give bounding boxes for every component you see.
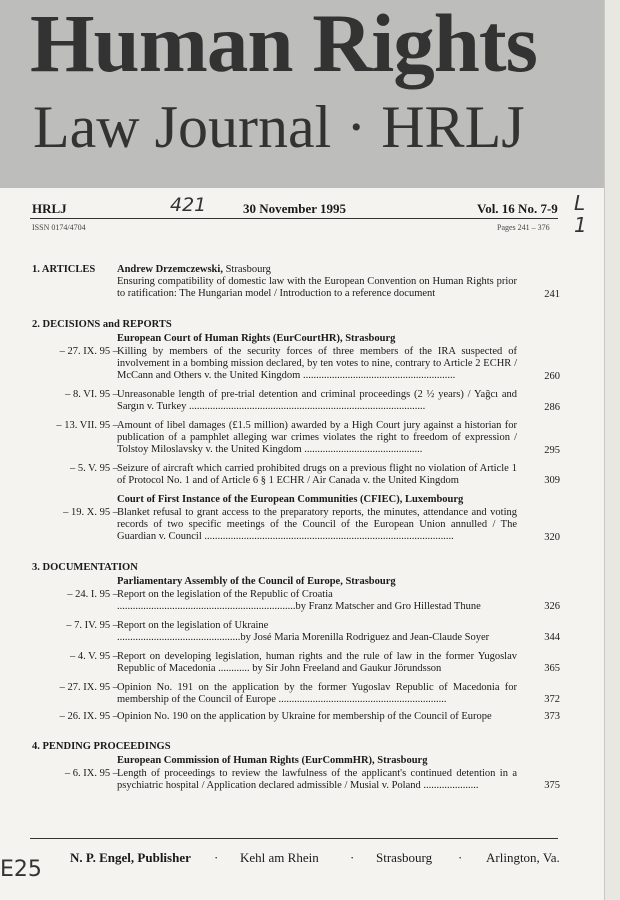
entry-date: – 4. V. 95 – bbox=[69, 651, 118, 662]
entry-date: – 5. V. 95 – bbox=[69, 463, 118, 474]
separator-dot: · bbox=[350, 850, 355, 865]
header-rule bbox=[30, 218, 558, 219]
entry-text: Unreasonable length of pre-trial detention and criminal proceedings (2 ½ years) / Yağcı and Sargın v. Turkey .......................................................................................... bbox=[117, 389, 517, 413]
page-number: 241 bbox=[544, 289, 560, 300]
entry-text: Seizure of aircraft which carried prohibited drugs on a previous flight no violation of Article 1 of Protocol No. 1 and of Article 6 § 1 ECHR / Air Canada v. the United Kingdom bbox=[117, 463, 517, 487]
page-number: 320 bbox=[544, 532, 560, 543]
page-number: 372 bbox=[544, 694, 560, 705]
section-heading-pending: 4. PENDING PROCEEDINGS bbox=[32, 741, 171, 752]
page-number: 286 bbox=[544, 402, 560, 413]
entry-date: – 27. IX. 95 – bbox=[59, 682, 118, 693]
page-number: 295 bbox=[544, 445, 560, 456]
volume-label: Vol. 16 No. 7-9 bbox=[477, 201, 558, 216]
entry-text: Length of proceedings to review the lawfulness of the applicant's continued detention in a psychiatric hospital / Application declared admissible / Musial v. Poland ..................... bbox=[117, 768, 517, 792]
city-strasbourg: Strasbourg bbox=[376, 850, 433, 865]
page-number: 260 bbox=[544, 371, 560, 382]
entry-text bbox=[117, 589, 517, 613]
section-heading-articles: 1. ARTICLES bbox=[32, 264, 96, 275]
section-heading-documentation: 3. DOCUMENTATION bbox=[32, 562, 138, 573]
article-author: Andrew Drzemczewski, bbox=[117, 264, 223, 275]
separator-dot: · bbox=[458, 850, 463, 865]
page-edge bbox=[604, 0, 620, 900]
entry-authors: ....................................................................by Franz Matscher and Gro Hillestad Thune bbox=[117, 601, 481, 613]
assembly-heading: Parliamentary Assembly of the Council of Europe, Strasbourg bbox=[117, 576, 396, 587]
commission-heading: European Commission of Human Rights (EurCommHR), Strasbourg bbox=[117, 755, 428, 766]
journal-abbrev: HRLJ bbox=[32, 201, 67, 216]
entry-date: – 8. VI. 95 – bbox=[65, 389, 118, 400]
page-number: 375 bbox=[544, 780, 560, 791]
entry-authors: ...............................................by José Maria Morenilla Rodriguez and Jean-Claude Soyer bbox=[117, 632, 490, 644]
entry-date: – 27. IX. 95 – bbox=[59, 346, 118, 357]
article-place: Strasbourg bbox=[222, 264, 271, 275]
entry-text: Opinion No. 190 on the application by Ukraine for membership of the Council of Europe bbox=[117, 711, 492, 722]
issue-date: 30 November 1995 bbox=[243, 201, 347, 216]
section-heading-decisions: 2. DECISIONS and REPORTS bbox=[32, 319, 172, 330]
footer-rule bbox=[30, 838, 558, 839]
page-number: 326 bbox=[544, 601, 560, 612]
entry-date: – 6. IX. 95 – bbox=[64, 768, 118, 779]
entry-text bbox=[117, 620, 517, 644]
page-number: 309 bbox=[544, 475, 560, 486]
entry-text: Blanket refusal to grant access to the preparatory reports, the minutes, attendance and voting records of two specific meetings of the Council of the European Union annulled / The Guardian v. Council ............................................................................................... bbox=[117, 507, 517, 543]
court-heading: Court of First Instance of the European Communities (CFIEC), Luxembourg bbox=[117, 494, 464, 505]
journal-subtitle: Law Journal · HRLJ bbox=[33, 94, 525, 160]
handwritten-mark: L 1 bbox=[574, 191, 587, 237]
entry-date: – 24. I. 95 – bbox=[67, 589, 118, 600]
entry-date: – 19. X. 95 – bbox=[63, 507, 118, 518]
article-entry bbox=[117, 264, 517, 301]
handwritten-number: 421 bbox=[170, 194, 207, 216]
page-number: 365 bbox=[544, 663, 560, 674]
handwritten-stamp: E25 bbox=[0, 857, 42, 882]
page-number: 373 bbox=[544, 711, 560, 722]
entry-text: Report on developing legislation, human rights and the rule of law in the former Yugoslav Republic of Macedonia ............ by Sir John Freeland and Gaukur Jörundsson bbox=[117, 651, 517, 675]
separator-dot: · bbox=[214, 850, 219, 865]
entry-title: Report on the legislation of Ukraine bbox=[117, 620, 269, 631]
entry-text: Killing by members of the security forces of three members of the IRA suspected of involvement in a bombing mission declared, by ten votes to nine, contrary to Article 2 ECHR / McCann and Others v. the United Kingdom .......................................................... bbox=[117, 346, 517, 382]
court-heading: European Court of Human Rights (EurCourtHR), Strasbourg bbox=[117, 333, 396, 344]
city-arlington: Arlington, Va. bbox=[486, 850, 560, 865]
entry-text: Opinion No. 191 on the application by the former Yugoslav Republic of Macedonia for membership of the Council of Europe ................................................................ bbox=[117, 682, 517, 706]
city-kehl: Kehl am Rhein bbox=[240, 850, 319, 865]
page-range: Pages 241 – 376 bbox=[497, 223, 550, 232]
entry-date: – 26. IX. 95 – bbox=[59, 711, 118, 722]
entry-text: Amount of libel damages (£1.5 million) awarded by a High Court jury against a historian for publication of a pamphlet alleging war crimes violates the right to freedom of expression / Tolstoy Miloslavsky v. the United Kingdom ............................................. bbox=[117, 420, 517, 456]
entry-date: – 7. IV. 95 – bbox=[66, 620, 118, 631]
entry-date: – 13. VII. 95 – bbox=[56, 420, 118, 431]
page-number: 344 bbox=[544, 632, 560, 643]
journal-title: Human Rights bbox=[30, 0, 537, 89]
issn: ISSN 0174/4704 bbox=[32, 223, 86, 232]
publisher: N. P. Engel, Publisher bbox=[70, 850, 191, 865]
article-text: Ensuring compatibility of domestic law with the European Convention on Human Rights prior to ratification: The Hungarian model / Introduction to a reference document bbox=[117, 276, 517, 300]
entry-title: Report on the legislation of the Republic of Croatia bbox=[117, 589, 333, 600]
